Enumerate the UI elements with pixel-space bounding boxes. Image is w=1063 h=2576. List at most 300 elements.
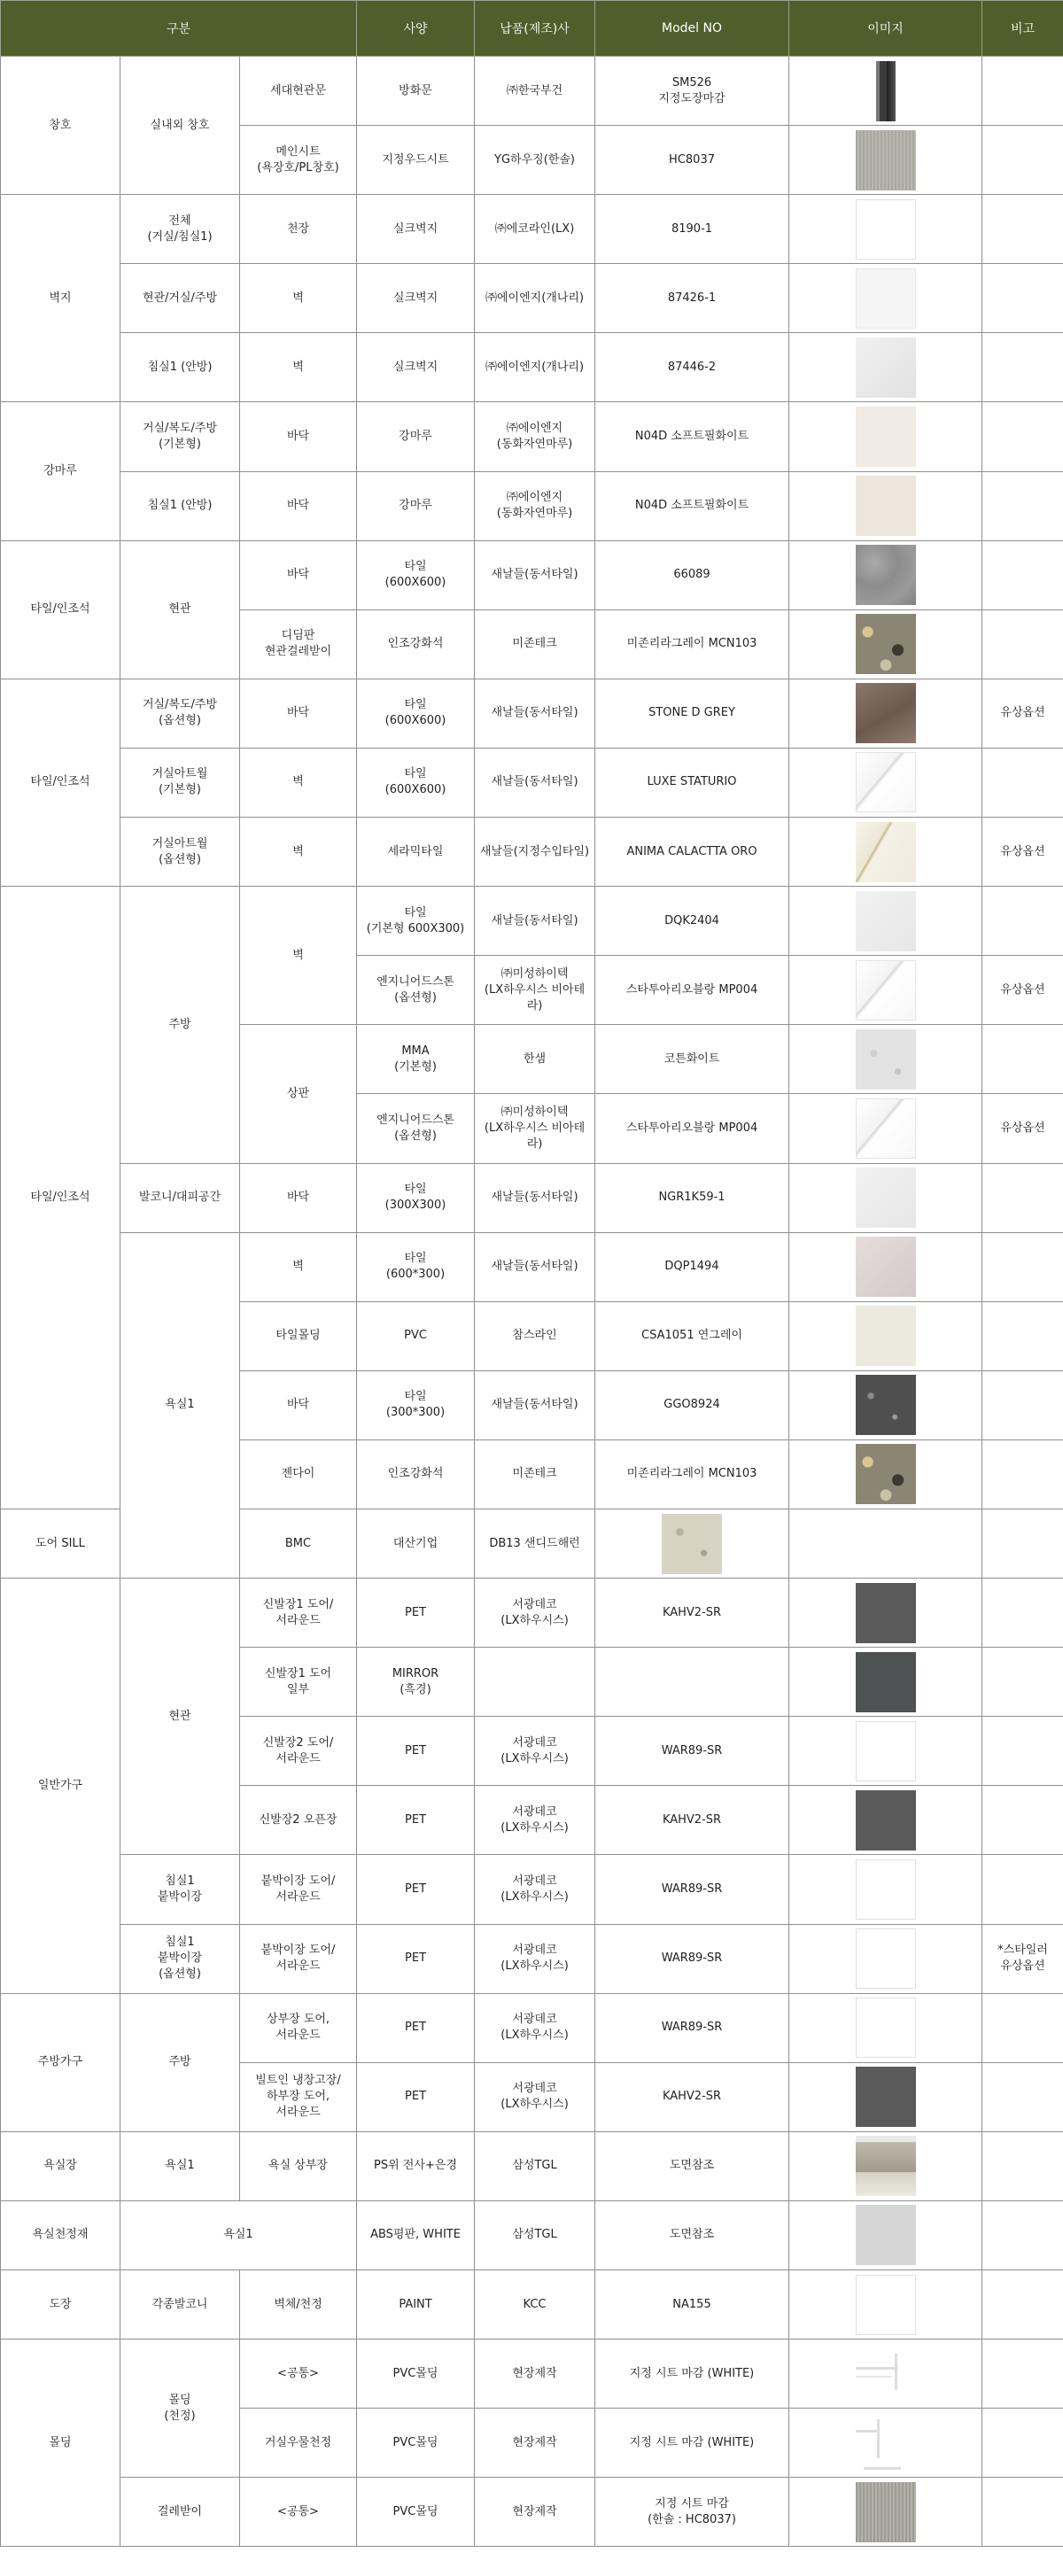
table-row	[1, 2131, 1063, 2200]
pink-tile-swatch	[856, 1237, 916, 1297]
table-cell: <공통>	[240, 2339, 357, 2409]
table-cell: 붙박이장 도어/ 서라운드	[240, 1924, 357, 1993]
table-cell: PET	[357, 1579, 475, 1648]
table-cell: KAHV2-SR	[595, 1786, 789, 1855]
door-icon	[876, 61, 896, 121]
black-mirror-swatch	[856, 1652, 916, 1712]
table-cell	[982, 1301, 1063, 1370]
table-cell	[982, 748, 1063, 817]
image-cell	[789, 1163, 982, 1232]
table-cell: 타일/인조석	[1, 679, 120, 886]
table-cell: 벽	[240, 818, 357, 887]
table-cell: ㈜에코라인(LX)	[475, 195, 595, 264]
table-cell: 침실1 붙박이장 (옵션형)	[120, 1924, 240, 1993]
table-row	[1, 679, 1063, 748]
table-cell: YG하우징(한솔)	[475, 126, 595, 195]
table-cell: 참스라인	[475, 1301, 595, 1370]
white-swatch	[856, 1721, 916, 1781]
table-cell: PET	[357, 1717, 475, 1786]
table-cell: 인조강화석	[357, 1439, 475, 1509]
table-cell	[982, 609, 1063, 679]
terrazzo-swatch	[856, 1444, 916, 1504]
image-cell	[789, 1579, 982, 1648]
table-cell: 현장제작	[475, 2339, 595, 2409]
table-cell: 서광데코 (LX하우시스)	[475, 1786, 595, 1855]
table-cell: 걸레받이	[120, 2478, 240, 2547]
table-cell: 방화문	[357, 57, 475, 126]
image-cell	[789, 2409, 982, 2478]
table-cell	[982, 1855, 1063, 1924]
table-cell: WAR89-SR	[595, 1717, 789, 1786]
table-cell	[982, 264, 1063, 333]
table-cell: 벽	[240, 1232, 357, 1301]
table-cell: 도면참조	[595, 2200, 789, 2270]
table-cell	[789, 1509, 982, 1578]
table-row	[1, 2478, 1063, 2547]
table-cell: SM526 지정도장마감	[595, 57, 789, 126]
table-cell: 타일 (기본형 600X300)	[357, 887, 475, 956]
table-cell	[982, 2200, 1063, 2270]
table-cell: 새날들(동서타일)	[475, 887, 595, 956]
table-cell: 새날들(동서타일)	[475, 748, 595, 817]
table-cell: MMA (기본형)	[357, 1025, 475, 1094]
table-cell: 유상옵션	[982, 818, 1063, 887]
table-cell: 거실/복도/주방 (기본형)	[120, 402, 240, 471]
image-cell	[789, 609, 982, 679]
table-cell: 스타투아리오블랑 MP004	[595, 956, 789, 1025]
table-cell: PVC몰딩	[357, 2478, 475, 2547]
table-cell: 타일 (600*300)	[357, 1232, 475, 1301]
table-row	[1, 1579, 1063, 1648]
table-cell: WAR89-SR	[595, 1924, 789, 1993]
wallpaper-swatch	[856, 338, 916, 398]
table-cell: 침실1 (안방)	[120, 471, 240, 540]
table-cell: LUXE STATURIO	[595, 748, 789, 817]
table-cell	[982, 887, 1063, 956]
table-row	[1, 333, 1063, 402]
table-cell: ABS평판, WHITE	[357, 2200, 475, 2270]
molding-profile-icon	[856, 2344, 916, 2404]
table-cell: N04D 소프트필화이트	[595, 471, 789, 540]
image-cell	[789, 887, 982, 956]
header-remarks: 비고	[982, 1, 1063, 57]
table-cell: 일반가구	[1, 1579, 120, 1994]
table-cell: 실크벽지	[357, 264, 475, 333]
table-cell: 세라믹타일	[357, 818, 475, 887]
table-cell	[982, 1786, 1063, 1855]
table-cell: 현장제작	[475, 2478, 595, 2547]
header-image: 이미지	[789, 1, 982, 57]
table-cell: ㈜미성하이텍 (LX하우시스 비아테 라)	[475, 956, 595, 1025]
table-row	[1, 264, 1063, 333]
table-cell: 타일 (600X600)	[357, 748, 475, 817]
table-cell: ㈜에이엔지 (동화자연마루)	[475, 402, 595, 471]
table-cell	[982, 2131, 1063, 2200]
table-cell: 메인시트 (욕장호/PL창호)	[240, 126, 357, 195]
image-cell	[789, 1993, 982, 2062]
marble-swatch	[856, 752, 916, 812]
table-cell: 벽체/천정	[240, 2270, 357, 2339]
table-cell: PET	[357, 1993, 475, 2062]
table-cell: 발코니/대피공간	[120, 1163, 240, 1232]
header-category: 구분	[1, 1, 357, 57]
image-cell	[789, 126, 982, 195]
table-cell: 실크벽지	[357, 195, 475, 264]
table-cell: 현관	[120, 540, 240, 679]
table-cell: 타일 (600X600)	[357, 540, 475, 609]
table-cell	[982, 2409, 1063, 2478]
table-row	[1, 1855, 1063, 1924]
table-cell	[475, 1648, 595, 1717]
table-cell: 바닥	[240, 1370, 357, 1439]
charcoal-swatch	[856, 1583, 916, 1643]
table-cell	[982, 540, 1063, 609]
white-swatch	[856, 1859, 916, 1920]
table-cell: 신발장1 도어/ 서라운드	[240, 1579, 357, 1648]
table-cell: ㈜에이엔지 (동화자연마루)	[475, 471, 595, 540]
table-cell: 서광데코 (LX하우시스)	[475, 1717, 595, 1786]
table-cell: 서광데코 (LX하우시스)	[475, 1579, 595, 1648]
table-cell	[982, 1993, 1063, 2062]
table-cell: ㈜미성하이텍 (LX하우시스 비아테 라)	[475, 1094, 595, 1163]
table-cell: 새날들(동서타일)	[475, 679, 595, 748]
wallpaper-swatch	[856, 268, 916, 329]
flooring-swatch	[856, 476, 916, 536]
table-cell: 세대현관문	[240, 57, 357, 126]
table-cell: CSA1051 연그레이	[595, 1301, 789, 1370]
table-cell: 신발장1 도어 일부	[240, 1648, 357, 1717]
table-cell: 신발장2 오픈장	[240, 1786, 357, 1855]
image-cell	[789, 679, 982, 748]
table-cell: 주방	[120, 887, 240, 1163]
table-cell: 욕실 상부장	[240, 2131, 357, 2200]
table-cell: GGO8924	[595, 1370, 789, 1439]
table-cell: 삼성TGL	[475, 2200, 595, 2270]
table-cell: 서광데코 (LX하우시스)	[475, 1924, 595, 1993]
table-row	[1, 2270, 1063, 2339]
table-row	[1, 402, 1063, 471]
white-tile-swatch	[856, 891, 916, 951]
table-cell	[982, 195, 1063, 264]
image-cell	[789, 1025, 982, 1094]
table-cell: 바닥	[240, 679, 357, 748]
table-cell: 서광데코 (LX하우시스)	[475, 1855, 595, 1924]
speckle-swatch	[856, 1029, 916, 1090]
table-cell: 서광데코 (LX하우시스)	[475, 2062, 595, 2131]
table-cell: 지정 시트 마감 (한솔 : HC8037)	[595, 2478, 789, 2547]
table-cell: 실크벽지	[357, 333, 475, 402]
table-cell: 지정우드시트	[357, 126, 475, 195]
table-cell: 욕실천정재	[1, 2200, 120, 2270]
table-cell: 붙박이장 도어/ 서라운드	[240, 1855, 357, 1924]
image-cell	[789, 471, 982, 540]
table-cell: 강마루	[1, 402, 120, 540]
stone-tile-swatch	[856, 545, 916, 605]
table-cell: 유상옵션	[982, 956, 1063, 1025]
gray-molding-swatch	[856, 1306, 916, 1366]
table-row	[1, 540, 1063, 609]
table-cell: 새날들(지정수입타일)	[475, 818, 595, 887]
table-cell: 도어 SILL	[1, 1509, 120, 1578]
table-cell: 스타투아리오블랑 MP004	[595, 1094, 789, 1163]
white-swatch	[856, 1998, 916, 2058]
table-cell: 미존리라그레이 MCN103	[595, 609, 789, 679]
table-cell: PVC	[357, 1301, 475, 1370]
table-cell: 거실우물천정	[240, 2409, 357, 2478]
sandy-swatch	[662, 1514, 722, 1574]
table-cell	[982, 1370, 1063, 1439]
table-cell: 인조강화석	[357, 609, 475, 679]
table-cell: 유상옵션	[982, 679, 1063, 748]
table-cell: 타일몰딩	[240, 1301, 357, 1370]
table-cell: 바닥	[240, 1163, 357, 1232]
table-cell: 빌트인 냉장고장/ 하부장 도어, 서라운드	[240, 2062, 357, 2131]
white-paint-swatch	[856, 2275, 916, 2335]
table-row	[1, 1163, 1063, 1232]
table-cell: 도장	[1, 2270, 120, 2339]
table-row	[1, 887, 1063, 956]
table-cell	[982, 1648, 1063, 1717]
table-cell: 벽지	[1, 195, 120, 402]
table-cell: 엔지니어드스톤 (옵션형)	[357, 956, 475, 1025]
table-cell: 주방가구	[1, 1993, 120, 2131]
table-cell: 지정 시트 마감 (WHITE)	[595, 2339, 789, 2409]
table-cell	[982, 1163, 1063, 1232]
table-cell: 유상옵션	[982, 1094, 1063, 1163]
table-row	[1, 2339, 1063, 2409]
table-cell: 타일 (300X300)	[357, 1163, 475, 1232]
table-cell: 삼성TGL	[475, 2131, 595, 2200]
table-cell: 강마루	[357, 402, 475, 471]
ceiling-panel-swatch	[856, 2205, 916, 2265]
table-cell	[982, 1579, 1063, 1648]
table-cell: 젠다이	[240, 1439, 357, 1509]
table-cell: 87426-1	[595, 264, 789, 333]
table-cell: 몰딩 (천정)	[120, 2339, 240, 2478]
table-cell: 새날들(동서타일)	[475, 1163, 595, 1232]
table-cell: DQP1494	[595, 1232, 789, 1301]
table-row	[1, 1924, 1063, 1993]
table-cell: PAINT	[357, 2270, 475, 2339]
brown-stone-swatch	[856, 683, 916, 743]
table-cell: 침실1 붙박이장	[120, 1855, 240, 1924]
image-cell	[789, 1648, 982, 1717]
table-cell: 상판	[240, 1025, 357, 1163]
table-cell: 지정 시트 마감 (WHITE)	[595, 2409, 789, 2478]
white-wallpaper-swatch	[856, 199, 916, 260]
table-cell	[982, 1025, 1063, 1094]
charcoal-swatch	[856, 1790, 916, 1851]
bath-cabinet-photo	[856, 2136, 916, 2196]
table-cell: PVC몰딩	[357, 2409, 475, 2478]
table-cell: 타일 (600X600)	[357, 679, 475, 748]
table-row	[1, 2200, 1063, 2270]
table-row	[1, 1232, 1063, 1301]
table-cell: PVC몰딩	[357, 2339, 475, 2409]
table-cell: ㈜에이엔지(개나리)	[475, 333, 595, 402]
table-cell: DQK2404	[595, 887, 789, 956]
table-cell: HC8037	[595, 126, 789, 195]
header-model-no: Model NO	[595, 1, 789, 57]
table-cell: NGR1K59-1	[595, 1163, 789, 1232]
table-cell: PET	[357, 1786, 475, 1855]
table-cell: STONE D GREY	[595, 679, 789, 748]
table-cell: 타일/인조석	[1, 887, 120, 1509]
table-cell	[982, 1717, 1063, 1786]
table-cell	[982, 2339, 1063, 2409]
table-cell: 바닥	[240, 540, 357, 609]
image-cell	[789, 818, 982, 887]
image-cell	[789, 2478, 982, 2547]
image-cell	[789, 333, 982, 402]
table-cell: NA155	[595, 2270, 789, 2339]
table-cell: 타일 (300*300)	[357, 1370, 475, 1439]
image-cell	[789, 748, 982, 817]
table-cell: 침실1 (안방)	[120, 333, 240, 402]
table-cell: 벽	[240, 264, 357, 333]
charcoal-swatch	[856, 2067, 916, 2127]
table-cell: 전체 (거실/침실1)	[120, 195, 240, 264]
marble-swatch	[856, 1098, 916, 1159]
table-cell	[982, 57, 1063, 126]
table-cell: 실내외 창호	[120, 57, 240, 195]
image-cell	[789, 1439, 982, 1509]
table-cell: ANIMA CALACTTA ORO	[595, 818, 789, 887]
table-cell: 천장	[240, 195, 357, 264]
table-cell	[982, 402, 1063, 471]
table-cell: 디딤판 현관걸레받이	[240, 609, 357, 679]
image-cell	[789, 57, 982, 126]
table-cell: 도면참조	[595, 2131, 789, 2200]
table-cell	[982, 1439, 1063, 1509]
table-row	[1, 471, 1063, 540]
image-cell	[789, 2131, 982, 2200]
table-row	[1, 195, 1063, 264]
table-cell: 욕실1	[120, 2200, 357, 2270]
table-cell: 몰딩	[1, 2339, 120, 2547]
white-tile-swatch	[856, 1168, 916, 1228]
image-cell	[789, 956, 982, 1025]
image-cell	[789, 1717, 982, 1786]
table-cell: 벽	[240, 887, 357, 1025]
table-cell: 바닥	[240, 402, 357, 471]
table-cell: 한샘	[475, 1025, 595, 1094]
table-cell: KAHV2-SR	[595, 1579, 789, 1648]
header-supplier: 납품(제조)사	[475, 1, 595, 57]
table-cell: <공통>	[240, 2478, 357, 2547]
image-cell	[789, 2339, 982, 2409]
molding-profile-icon	[856, 2413, 916, 2473]
calacatta-swatch	[856, 822, 916, 882]
table-cell: 대산기업	[357, 1509, 475, 1578]
table-cell: BMC	[240, 1509, 357, 1578]
terrazzo-swatch	[856, 614, 916, 674]
table-cell: ㈜에이엔지(개나리)	[475, 264, 595, 333]
table-cell: 현장제작	[475, 2409, 595, 2478]
image-cell	[789, 1370, 982, 1439]
table-row	[1, 1993, 1063, 2062]
table-cell: 8190-1	[595, 195, 789, 264]
table-cell: 강마루	[357, 471, 475, 540]
table-cell: 서광데코 (LX하우시스)	[475, 1993, 595, 2062]
table-cell: 미존리라그레이 MCN103	[595, 1439, 789, 1509]
gray-sheet-swatch	[856, 130, 916, 190]
table-cell: MIRROR (흑경)	[357, 1648, 475, 1717]
table-cell	[595, 1648, 789, 1717]
header-row	[1, 1, 1063, 57]
table-cell: 거실아트월 (기본형)	[120, 748, 240, 817]
table-cell: *스타일러 유상옵션	[982, 1924, 1063, 1993]
image-cell	[789, 1855, 982, 1924]
table-cell	[982, 333, 1063, 402]
image-cell	[789, 402, 982, 471]
table-cell: WAR89-SR	[595, 1855, 789, 1924]
baseboard-swatch	[856, 2482, 916, 2542]
table-cell: DB13 샌디드해런	[475, 1509, 595, 1578]
table-cell: 새날들(동서타일)	[475, 540, 595, 609]
table-cell: 코튼화이트	[595, 1025, 789, 1094]
table-cell: 욕실1	[120, 1232, 240, 1578]
table-cell	[982, 471, 1063, 540]
table-cell	[982, 2478, 1063, 2547]
table-cell: 새날들(동서타일)	[475, 1232, 595, 1301]
table-cell: 미존테크	[475, 609, 595, 679]
table-cell	[982, 2270, 1063, 2339]
table-cell: PS위 전사+은경	[357, 2131, 475, 2200]
header-spec: 사양	[357, 1, 475, 57]
image-cell	[789, 1094, 982, 1163]
marble-swatch	[856, 960, 916, 1020]
image-cell	[789, 1786, 982, 1855]
image-cell	[789, 264, 982, 333]
table-cell: 66089	[595, 540, 789, 609]
table-cell: 욕실장	[1, 2131, 120, 2200]
table-cell: 거실/복도/주방 (옵션형)	[120, 679, 240, 748]
table-cell: KCC	[475, 2270, 595, 2339]
table-cell: 각종발코니	[120, 2270, 240, 2339]
table-cell: 상부장 도어, 서라운드	[240, 1993, 357, 2062]
table-cell: 현관/거실/주방	[120, 264, 240, 333]
flooring-swatch	[856, 407, 916, 467]
table-cell	[982, 1232, 1063, 1301]
table-cell: 새날들(동서타일)	[475, 1370, 595, 1439]
table-cell: 창호	[1, 57, 120, 195]
white-swatch	[856, 1928, 916, 1989]
table-cell: 욕실1	[120, 2131, 240, 2200]
image-cell	[789, 195, 982, 264]
table-cell: 신발장2 도어/ 서라운드	[240, 1717, 357, 1786]
table-cell: ㈜한국부건	[475, 57, 595, 126]
table-cell: 현관	[120, 1579, 240, 1855]
table-row	[1, 748, 1063, 817]
image-cell	[789, 1924, 982, 1993]
table-cell: 타일/인조석	[1, 540, 120, 679]
table-cell: 벽	[240, 333, 357, 402]
dark-tile-swatch	[856, 1375, 916, 1435]
table-cell: 주방	[120, 1993, 240, 2131]
image-cell	[789, 1232, 982, 1301]
table-cell: 거실아트월 (옵션형)	[120, 818, 240, 887]
table-cell: PET	[357, 2062, 475, 2131]
image-cell	[789, 540, 982, 609]
table-body	[1, 57, 1063, 2547]
table-cell: 벽	[240, 748, 357, 817]
table-cell: PET	[357, 1855, 475, 1924]
table-row	[1, 818, 1063, 887]
image-cell	[789, 2200, 982, 2270]
image-cell	[789, 2270, 982, 2339]
table-cell: 바닥	[240, 471, 357, 540]
